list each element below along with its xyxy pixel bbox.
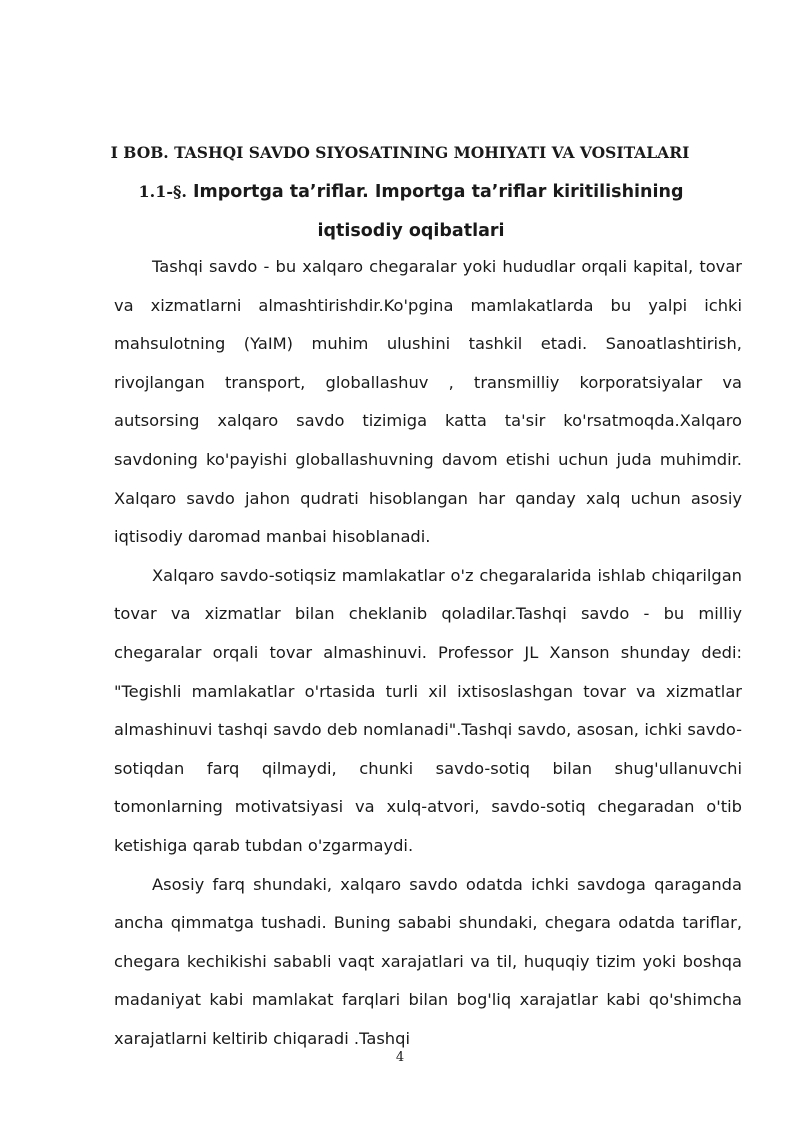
section-heading (110, 172, 712, 251)
paragraph: Xalqaro savdo-sotiqsiz mamlakatlar o'z chegaralarida ishlab chiqarilgan tovar va xizmatlar bilan cheklanib qoladilar.Tashqi savdo - bu milliy chegaralar orqali tovar almashinuvi. Professor JL Xanson shunday dedi: "Tegishli mamlakatlar o'rtasida turli xil ixtisoslashgan tovar va xizmatlar almashinuvi tashqi savdo deb nomlanadi".Tashqi savdo, asosan, ichki savdo-sotiqdan farq qilmaydi, chunki savdo-sotiq bilan shug'ullanuvchi tomonlarning motivatsiyasi va xulq-atvori, savdo-sotiq chegaradan o'tib ketishiga qarab tubdan o'zgarmaydi. (114, 565, 742, 855)
paragraph: Tashqi savdo - bu xalqaro chegaralar yoki hududlar orqali kapital, tovar va xizmatlarni almashtirishdir.Ko'pgina mamlakatlarda bu yalpi ichki mahsulotning (YaIM) muhim ulushini tashkil etadi. Sanoatlashtirish, rivojlangan transport, globallashuv , transmilliy korporatsiyalar va autsorsing xalqaro savdo tizimiga katta ta'sir ko'rsatmoqda.Xalqaro savdoning ko'payishi globallashuvning davom etishi uchun juda muhimdir. Xalqaro savdo jahon qudrati hisoblangan har qanday xalq uchun asosiy iqtisodiy daromad manbai hisoblanadi. (114, 257, 742, 547)
page-number: 4 (395, 1050, 405, 1065)
chapter-title: I BOB. TASHQI SAVDO SIYOSATINING MOHIYATI VA VOSITALARI (110, 143, 690, 162)
paragraph: Asosiy farq shundaki, xalqaro savdo odatda ichki savdoga qaraganda ancha qimmatga tushadi. Buning sababi shundaki, chegara odatda tariflar, chegara kechikishi sababli vaqt xarajatlari va til, huquqiy tizim yoki boshqa madaniyat kabi mamlakat farqlari bilan bog'liq xarajatlar kabi qo'shimcha xarajatlarni keltirib chiqaradi .Tashqi (114, 874, 742, 1048)
section-title: Importga ta’riflar. Importga ta’riflar kiritilishining iqtisodiy oqibatlari (193, 182, 684, 241)
section-number: 1.1-§. (138, 182, 187, 201)
body-text (114, 248, 742, 1058)
